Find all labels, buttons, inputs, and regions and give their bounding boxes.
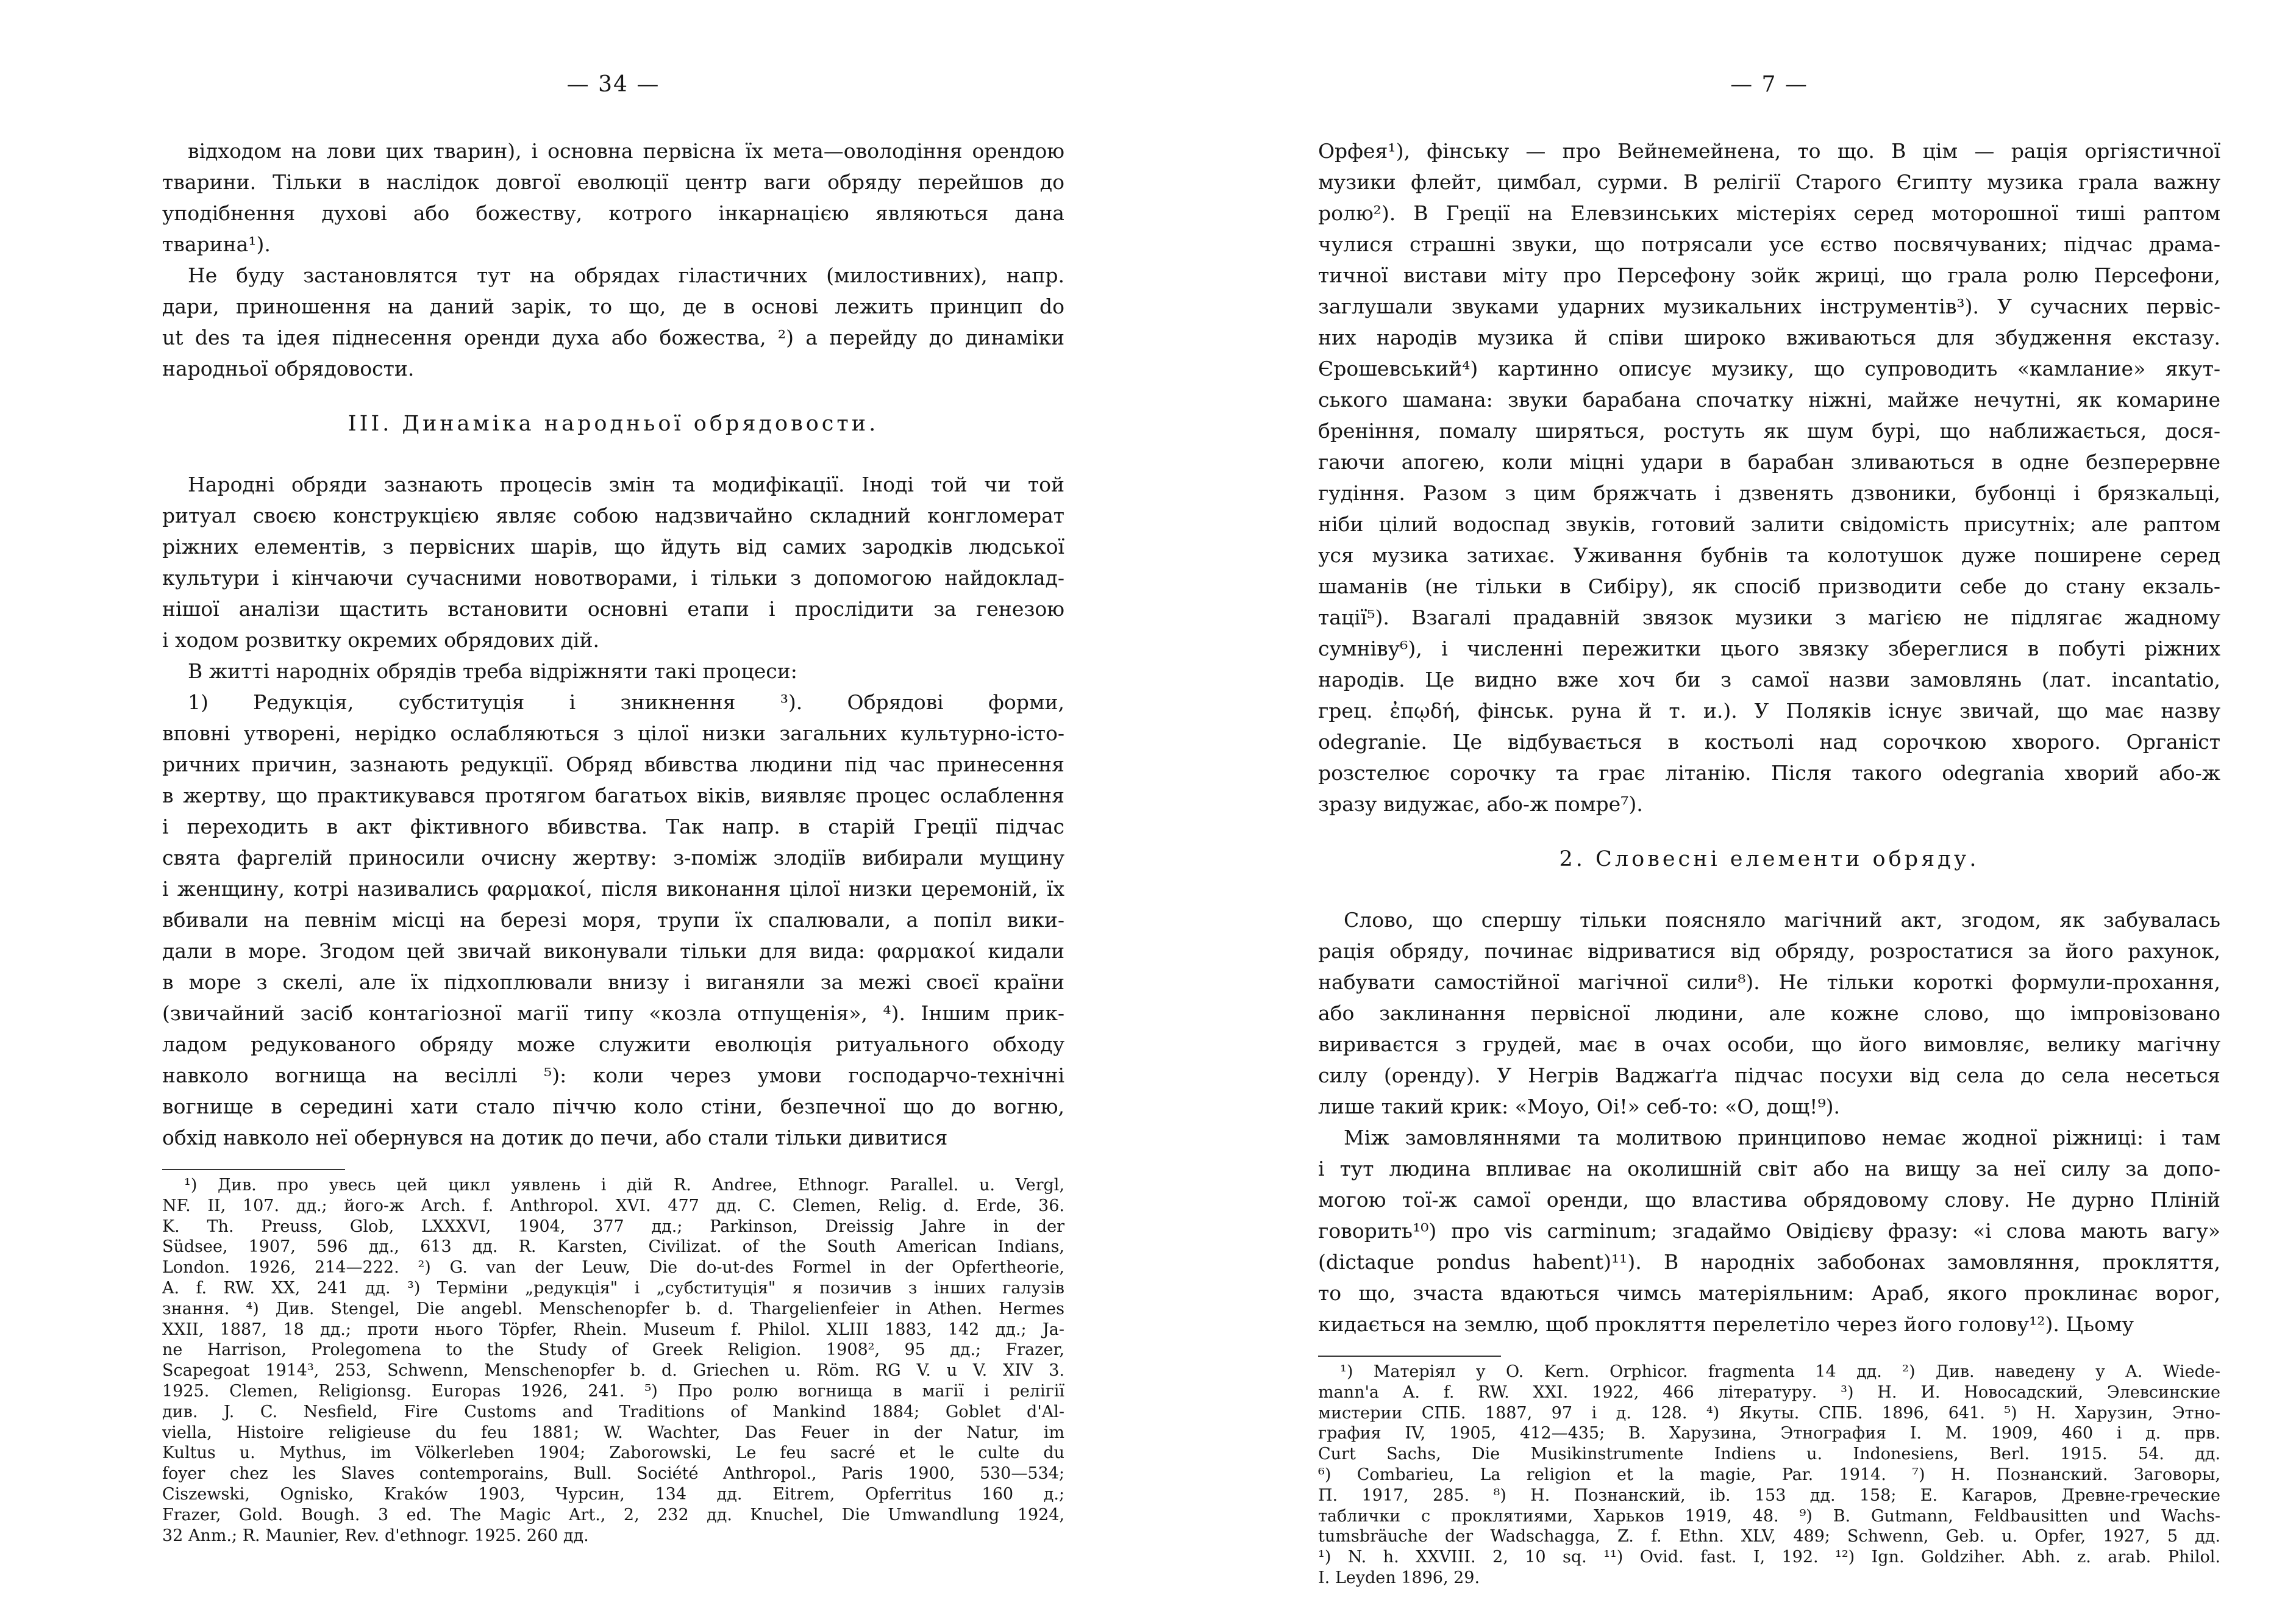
text-line: або заклинання первісної людини, але кожне слово, що імпровізовано — [1318, 1001, 2220, 1025]
footnote-line: ¹) N. h. XXVIII. 2, 10 sq. ¹¹) Ovid. fast. I, 192. ¹²) Ign. Goldziher. Abh. z. arab. Philol. — [1318, 1548, 2220, 1567]
text-line: ut des та ідея піднесення оренди духа або божества, ²) а перейду до динаміки — [162, 326, 1064, 349]
page-number: — 7 — — [1730, 72, 1808, 97]
section-heading: 2. Словесні елементи обряду. — [1559, 847, 1980, 871]
page-body — [162, 135, 1064, 1546]
text-line: тварина¹). — [162, 232, 271, 256]
footnote-line: ¹) Див. про увесь цей цикл уявлень і дій R. Andree, Ethnogr. Parallel. u. Vergl, — [184, 1176, 1064, 1195]
footnote-line: Südsee, 1907, 596 дд., 613 дд. R. Karsten, Civilizat. of the South American Indians, — [162, 1237, 1064, 1257]
paragraph — [162, 687, 1064, 1153]
footnote-line: Ciszewski, Ognisko, Kraków 1903, Чурсин, 134 дд. Eitrem, Opferritus 160 д.; — [162, 1484, 1064, 1504]
text-line: музики флейт, цимбал, сурми. В релігії Старого Єгипту музика грала важну — [1318, 170, 2220, 194]
footnote-rule — [1318, 1356, 1501, 1357]
text-line: і переходить в акт фіктивного вбивства. Так напр. в старій Греції підчас — [162, 815, 1064, 838]
text-line: могою тої-ж самої оренди, що властива обрядовому слову. Не дурно Пліній — [1318, 1188, 2220, 1212]
text-line: тації⁵). Взагалі прадавній звязок музики з магією не підлягає жадному — [1318, 606, 2220, 629]
text-line: народньої обрядовости. — [162, 357, 415, 381]
text-line: ріжних елементів, з первісних шарів, що йдуть від самих зародків людської — [162, 535, 1064, 559]
text-line: В житті народніх обрядів треба відріжняти такі процеси: — [188, 659, 797, 683]
text-line: (dictaque pondus habent)¹¹). В народніх забобонах замовляння, прокляття, — [1318, 1250, 2220, 1274]
text-line: Не буду застановлятся тут на обрядах гіластичних (милостивних), напр. — [188, 263, 1064, 287]
text-line: вбивали на певнім місці на березі моря, трупи їх спалювали, а попіл вики- — [162, 908, 1064, 932]
text-line: відходом на лови цих тварин), і основна первісна їх мета—оволодіння орендою — [188, 139, 1064, 163]
page-body — [1318, 135, 2220, 1588]
footnote-line: foyer chez les Slaves contemporains, Bull. Société Anthropol., Paris 1900, 530—534; — [162, 1464, 1064, 1484]
paragraph — [1318, 135, 2220, 820]
text-line: ніби цілий водоспад звуків, готовий залити свідомість присутніх; але раптом — [1318, 512, 2220, 536]
text-line: розстелює сорочку та грає літанію. Після такого odegrania хворий або-ж — [1318, 761, 2220, 785]
text-line: говорить¹⁰) про vis carminum; згадаймо Овідієву фразу: «і слова мають вагу» — [1318, 1219, 2220, 1243]
text-line: Орфея¹), фінську — про Вейнемейнена, то що. В цім — рація оргіястичної — [1318, 139, 2220, 163]
footnote-line: I. Leyden 1896, 29. — [1318, 1568, 1480, 1587]
footnote-line: Scapegoat 1914³, 253, Schwenn, Menschenopfer b. d. Griechen u. Röm. RG V. u V. XIV 3. — [162, 1361, 1064, 1381]
text-line: вогнище в середині хати стало піччю коло стіни, безпечної що до вогню, — [162, 1095, 1064, 1118]
paragraph — [162, 469, 1064, 656]
text-line: тичної вистави міту про Персефону зойк жриці, що грала ролю Персефони, — [1318, 263, 2220, 287]
footnotes — [162, 1175, 1064, 1546]
text-line: народів. Це видно вже хоч би з самої назви замовлянь (лат. incantatio, — [1318, 668, 2220, 691]
text-line: силу (оренду). У Негрів Ваджаґґа підчас посухи від села до села несеться — [1318, 1063, 2220, 1087]
text-line: навколо вогнища на весіллі ⁵): коли через умови господарчо-технічні — [162, 1063, 1064, 1087]
text-line: в жертву, що практикувався протягом багатьох віків, виявляє процес ослаблення — [162, 784, 1064, 807]
text-line: ського шамана: звуки барабана спочатку ніжні, майже нечутні, як комарине — [1318, 388, 2220, 412]
text-line: ладом редукованого обряду може служити еволюція ритуального обходу — [162, 1032, 1064, 1056]
text-line: вириваєтся з грудей, має в очах особи, що його вимовляє, велику магічну — [1318, 1032, 2220, 1056]
footnote-line: графия IV, 1905, 412—435; В. Харузина, Этнография I. М. 1909, 460 і д. прв. — [1318, 1424, 2220, 1443]
footnote-line: ⁶) Combarieu, La religion et la magie, Par. 1914. ⁷) Н. Познанский. Заговоры, — [1318, 1465, 2220, 1484]
footnote-line: Kultus u. Mythus, im Völkerleben 1904; Zaborowski, Le feu sacré et le culte du — [162, 1443, 1064, 1463]
footnote-line: П. 1917, 285. ⁸) Н. Познанский, ib. 153 дд. 158; Е. Кагаров, Древне-греческие — [1318, 1485, 2220, 1505]
footnote-line: знання. ⁴) Див. Stengel, Die angebl. Menschenopfer b. d. Thargelienfeier in Athen. Hermes — [162, 1299, 1064, 1318]
text-line: Слово, що спершу тільки пояснялo магічний акт, згодом, як забувалась — [1344, 908, 2220, 932]
text-line: грец. ἐπῳδή, фінськ. руна й т. и.). У Поляків існує звичай, що має назву — [1318, 699, 2220, 723]
text-line: чулися страшні звуки, що потрясали усе єство посвячуваних; підчас драма- — [1318, 232, 2220, 256]
text-line: тварини. Тільки в наслідок довгої еволюції центр ваги обряду перейшов до — [162, 170, 1064, 194]
text-line: уподібнення духові або божеству, котрого інкарнацією являються дана — [162, 201, 1064, 225]
text-line: сумніву⁶), і численні пережитки цього звязку збереглися в побуті ріжних — [1318, 637, 2220, 660]
text-line: набувати самостійної магічної сили⁸). Не тільки короткі формули-прохання, — [1318, 970, 2220, 994]
text-line: в море з скелі, але їх підхоплювали внизу і виганяли за межі своєї країни — [162, 970, 1064, 994]
paragraph — [1318, 1122, 2220, 1340]
footnote-line: viella, Histoire religieuse du feu 1881; W. Wachter, Das Feuer in der Natur, im — [162, 1423, 1064, 1442]
footnote-line: A. f. RW. XX, 241 дд. ³) Терміни „редукція" і „субституція" я позичив з інших галузів — [162, 1278, 1064, 1298]
footnote-line: 1925. Clemen, Religionsg. Europas 1926, 241. ⁵) Про ролю вогнища в магії і релігії — [162, 1381, 1064, 1401]
footnote-line: ¹) Матеріял у O. Kern. Orphicor. fragmenta 14 дд. ²) Див. наведену у A. Wiede- — [1340, 1362, 2220, 1381]
text-line: Єрошевський⁴) картинно описує музику, що супроводить «камлание» якут- — [1318, 357, 2220, 381]
text-line: і женщину, котрі називались φαρμακοί, після виконання цілої низки церемоній, їх — [162, 877, 1064, 901]
text-line: Між замовляннями та молитвою принципово немає жодної ріжниці: і там — [1344, 1126, 2220, 1149]
text-line: і ходом розвитку окремих обрядових дій. — [162, 628, 600, 652]
text-line: кидається на землю, щоб прокляття перелетіло через його голову¹²). Цьому — [1318, 1312, 2134, 1336]
text-line: бреніння, помалу ширяться, ростуть як шум бурі, що наближається, дося- — [1318, 419, 2220, 443]
footnote-line: див. J. C. Nesfield, Fire Customs and Traditions of Mankind 1884; Goblet d'Al- — [162, 1402, 1064, 1421]
text-line: шаманів (не тільки в Сибіру), як спосіб призводити себе до стану екзаль- — [1318, 574, 2220, 598]
text-line: ролю²). В Греції на Елевзинських містеріях серед моторошної тиші раптом — [1318, 201, 2220, 225]
paragraph — [162, 135, 1064, 260]
footnotes — [1318, 1362, 2220, 1588]
section-heading: III. Динаміка народньої обрядовости. — [348, 412, 879, 436]
footnote-line: Frazer, Gold. Bough. 3 ed. The Magic Art., 2, 232 дд. Knuchel, Die Umwandlung 1924, — [162, 1505, 1064, 1524]
text-line: нішої аналізи щастить встановити основні етапи і прослідити за генезою — [162, 597, 1064, 621]
text-line: (звичайний засіб контагіозної магії типу «козла отпущенія», ⁴). Іншим прик- — [162, 1001, 1064, 1025]
text-line: дари, приношення на даний зарік, то що, де в основі лежить принцип do — [162, 295, 1064, 318]
text-line: лише такий крик: «Моуо, Оі!» себ-то: «О, дощ!⁹). — [1318, 1095, 1841, 1118]
text-line: то що, зчаста вдаються чимсь матеріяльним: Араб, якого проклинає ворог, — [1318, 1281, 2220, 1305]
footnote-rule — [162, 1169, 345, 1170]
text-line: ритуал своєю конструкцією являє собою надзвичайно складний конгломерат — [162, 504, 1064, 527]
text-line: гудіння. Разом з цим бряжчать і дзвенять дзвоники, бубонці і брязкальці, — [1318, 481, 2220, 505]
text-line: них народів музика й співи широко вживаються для збудження екстазу. — [1318, 326, 2220, 349]
text-line: культури і кінчаючи сучасними новотворами, і тільки з допомогою найдоклад- — [162, 566, 1064, 590]
footnote-line: мистерии СПБ. 1887, 97 і д. 128. ⁴) Якуты. СПБ. 1896, 641. ⁵) Н. Харузин, Этно- — [1318, 1403, 2220, 1423]
text-line: обхід навколо неї обернувся на дотик до печи, або стали тільки дивитися — [162, 1126, 948, 1149]
text-line: 1) Редукція, субституція і зникнення ³). Обрядові форми, — [188, 690, 1064, 714]
footnote-line: 32 Anm.; R. Maunier, Rev. d'ethnogr. 1925. 260 дд. — [162, 1526, 589, 1545]
text-line: заглушали звуками ударних музикальних інструментів³). У сучасних первіс- — [1318, 295, 2220, 318]
text-line: ричних причин, зазнають редукції. Обряд вбивства людини під час принесення — [162, 752, 1064, 776]
footnote-line: tumsbräuche der Wadschagga, Z. f. Ethn. XLV, 489; Schwenn, Geb. u. Opfer, 1927, 5 дд. — [1318, 1527, 2220, 1546]
footnote-line: Curt Sachs, Die Musikinstrumente Indiens u. Indonesiens, Berl. 1915. 54. дд. — [1318, 1445, 2220, 1464]
paragraph — [1318, 904, 2220, 1122]
footnote-line: London. 1926, 214—222. ²) G. van der Leuw, Die do-ut-des Formel in der Opfertheorie, — [162, 1258, 1064, 1277]
footnote-line: NF. II, 107. дд.; його-ж Arch. f. Anthropol. XVI. 477 дд. C. Clemen, Relig. d. Erde, 36. — [162, 1196, 1064, 1215]
paragraph — [162, 656, 1064, 687]
page-number: — 34 — — [566, 72, 660, 97]
footnote-line: XXII, 1887, 18 дд.; проти нього Töpfer, Rhein. Museum f. Philol. XLIII 1883, 142 дд.; Ja- — [162, 1320, 1064, 1339]
footnote-line: mann'a A. f. RW. XXI. 1922, 466 літературу. ³) Н. И. Новосадский, Элевсинские — [1318, 1382, 2220, 1402]
footnote-line: ne Harrison, Prolegomena to the Study of Greek Religion. 1908², 95 дд.; Frazer, — [162, 1340, 1064, 1360]
text-line: гаючи апогею, коли міцні удари в барабан зливаються в одне безперервне — [1318, 450, 2220, 474]
paragraph — [162, 260, 1064, 384]
text-line: Народні обряди зазнають процесів змін та модифікації. Іноді той чи той — [188, 473, 1064, 496]
footnote-line: таблички с проклятиями, Харьков 1919, 48. ⁹) B. Gutmann, Feldbausitten und Wachs- — [1318, 1506, 2220, 1526]
text-line: вповні утворені, нерідко ослабляються з цілої низки загальних культурно-істо- — [162, 721, 1064, 745]
text-line: свята фаргелій приносили очисну жертву: з-поміж злодіїв вибирали мущину — [162, 846, 1064, 870]
text-line: odegranie. Це відбувається в костьолі над сорочкою хворого. Органіст — [1318, 730, 2220, 754]
text-line: зразу видужає, або-ж помре⁷). — [1318, 792, 1643, 816]
text-line: і тут людина впливає на околишній світ або на вищу за неї силу за допо- — [1318, 1157, 2220, 1181]
text-line: уся музика затихає. Уживання бубнів та колотушок дуже поширене серед — [1318, 543, 2220, 567]
text-line: дали в море. Згодом цей звичай виконували тільки для вида: φαρμακοί кидали — [162, 939, 1064, 963]
footnote-line: K. Th. Preuss, Glob, LXXXVI, 1904, 377 дд.; Parkinson, Dreissig Jahre in der — [162, 1217, 1064, 1236]
text-line: рація обряду, починає відриватися від обряду, розростатися за його рахунок, — [1318, 939, 2220, 963]
